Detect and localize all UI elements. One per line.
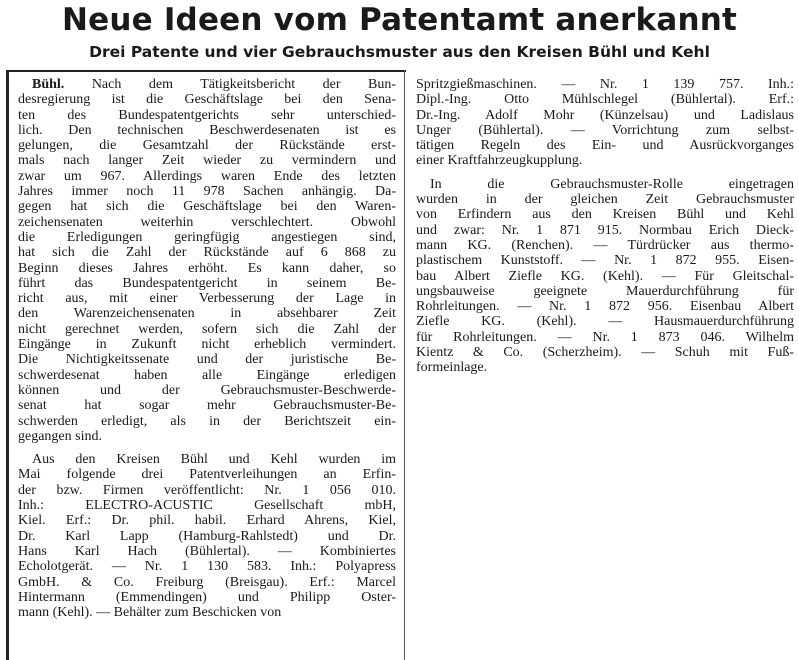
- left-column: [18, 77, 396, 620]
- text-line-content: Nach dem Tätigkeitsbericht der Bun-: [64, 77, 396, 92]
- text-line: In die Gebrauchsmuster-Rolle eingetragen: [430, 176, 794, 192]
- paragraph-gap: [18, 444, 396, 452]
- text-line: schwerdesenat haben alle Eingänge erledigen: [18, 367, 396, 383]
- text-line: ungsbauweise geeignete Mauerdurchführung für: [416, 283, 794, 299]
- text-line: tätigen Regeln des Ein- und Ausrückvorganges: [416, 138, 794, 154]
- text-line: mann (Kehl). — Behälter zum Beschicken von: [18, 605, 282, 621]
- text-line: richt aus, mit einer Verbesserung der Lage in: [18, 291, 396, 307]
- text-line: senat hat sogar mehr Gebrauchsmuster-Be-: [18, 398, 396, 414]
- article-headline: Neue Ideen vom Patentamt anerkannt: [61, 2, 738, 38]
- text-line: Eingänge in Zukunft nicht erheblich vermindert.: [18, 337, 396, 353]
- text-line: Dr.-Ing. Adolf Mohr (Künzelsau) und Ladislaus: [416, 107, 794, 123]
- text-line: formeinlage.: [416, 360, 488, 376]
- text-line: lich. Den technischen Beschwerdesenaten ist es: [18, 122, 396, 138]
- frame-top-rule: [6, 70, 406, 72]
- article-subheadline: Drei Patente und vier Gebrauchsmuster aus den Kreisen Bühl und Kehl: [89, 43, 710, 61]
- text-line: Mai folgende drei Patentverleihungen an Erfin-: [18, 467, 396, 483]
- text-line: hat sich die Zahl der Rückstände auf 6 868 zu: [18, 245, 396, 261]
- text-line: die Erledigungen geringfügig angestiegen sind,: [18, 229, 396, 245]
- text-line: der bzw. Firmen veröffentlicht: Nr. 1 056 010.: [18, 482, 396, 498]
- text-line: mals nach langer Zeit wieder zu vermindern und: [18, 153, 396, 169]
- text-line: schwerden erledigt, als in der Berichtszeit ein-: [18, 413, 396, 429]
- text-line: gegangen sind.: [18, 428, 102, 444]
- text-line: wurden in der gleichen Zeit Gebrauchsmuster: [416, 192, 794, 208]
- text-line: den Warenzeichensenaten in absehbarer Zeit: [18, 306, 396, 322]
- frame-left-rule: [6, 70, 9, 660]
- text-line: Unger (Bühlertal). — Vorrichtung zum selbst-: [416, 122, 794, 138]
- text-line: von Erfindern aus den Kreisen Bühl und Kehl: [416, 207, 794, 223]
- text-line: mann KG. (Renchen). — Türdrücker aus thermo-: [416, 237, 794, 253]
- paragraph-gap: [416, 169, 794, 177]
- text-line: Dipl.-Ing. Otto Mühlschlegel (Bühlertal). Erf.:: [416, 92, 794, 108]
- text-line: bau Albert Ziefle KG. (Kehl). — Für Gleitschal-: [416, 268, 794, 284]
- text-line: desregierung ist die Geschäftslage bei den Sena-: [18, 92, 396, 108]
- text-line: für Rohrleitungen. — Nr. 1 873 046. Wilhelm: [416, 329, 794, 345]
- text-line: und zwar: Nr. 1 871 915. Normbau Erich Dieck-: [416, 222, 794, 238]
- text-line: einer Kraftfahrzeugkupplung.: [416, 153, 583, 169]
- text-line: Spritzgießmaschinen. — Nr. 1 139 757. Inh.:: [416, 77, 794, 92]
- right-column: [416, 77, 794, 376]
- text-line: Hans Karl Hach (Bühlertal). — Kombiniertes: [18, 543, 396, 559]
- text-line: [18, 77, 396, 92]
- text-line: GmbH. & Co. Freiburg (Breisgau). Erf.: Marcel: [18, 574, 396, 590]
- text-line: Ziefle KG. (Kehl). — Hausmauerdurchführung: [416, 314, 794, 330]
- text-line: ten des Bundespatentgerichts sehr unterschied-: [18, 107, 396, 123]
- text-line: Hintermann (Emmendingen) und Philipp Oster-: [18, 589, 396, 605]
- text-line: zwar um 967. Allerdings waren Ende des letzten: [18, 168, 396, 184]
- text-line: nicht gerechnet werden, sofern sich die Zahl der: [18, 321, 396, 337]
- text-line: Jahres immer noch 11 978 Sachen anhängig. Da-: [18, 184, 396, 200]
- column-divider: [404, 70, 405, 660]
- text-line: gegen hat sich die Geschäftslage bei den Waren-: [18, 199, 396, 215]
- text-line: Beginn dieses Jahres erhöht. Es kann daher, so: [18, 260, 396, 276]
- text-line: Die Nichtigkeitssenate und der juristische Be-: [18, 352, 396, 368]
- text-line: Aus den Kreisen Bühl und Kehl wurden im: [32, 452, 396, 468]
- text-line: Kiel. Erf.: Dr. phil. habil. Erhard Ahrens, Kiel,: [18, 513, 396, 529]
- dateline: Bühl.: [32, 77, 65, 92]
- text-line: führt das Bundespatentgericht in seinem Be-: [18, 275, 396, 291]
- text-line: Kientz & Co. (Scherzheim). — Schuh mit Fuß-: [416, 345, 794, 361]
- text-line: Dr. Karl Lapp (Hamburg-Rahlstedt) und Dr.: [18, 528, 396, 544]
- text-line: können und der Gebrauchsmuster-Beschwerde-: [18, 382, 396, 398]
- text-line: Rohrleitungen. — Nr. 1 872 956. Eisenbau Albert: [416, 299, 794, 315]
- text-line: gelungen, die Gesamtzahl der Rückstände erst-: [18, 138, 396, 154]
- text-line: Echolotgerät. — Nr. 1 130 583. Inh.: Polyapress: [18, 559, 396, 575]
- text-line: Inh.: ELECTRO-ACUSTIC Gesellschaft mbH,: [18, 498, 396, 514]
- text-line: zeichensenaten weiterhin verschlechtert. Obwohl: [18, 214, 396, 230]
- text-line: plastischem Kunststoff. — Nr. 1 872 955. Eisen-: [416, 253, 794, 269]
